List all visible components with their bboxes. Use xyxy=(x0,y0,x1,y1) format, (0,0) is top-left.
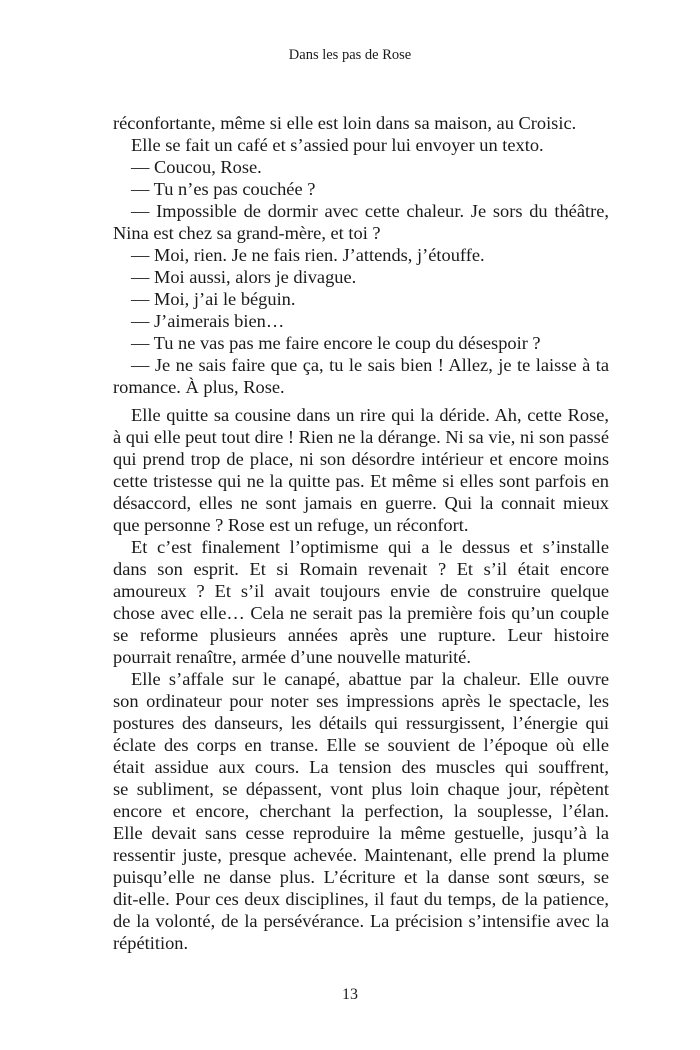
paragraph xyxy=(113,112,609,134)
text-line: que personne ? Rose est un refuge, un réconfort. xyxy=(113,515,469,535)
paragraph xyxy=(113,668,609,954)
text-line: de la volonté, de la persévérance. La précision s’intensifie avec la xyxy=(113,911,609,931)
text-line: — Moi, j’ai le béguin. xyxy=(131,289,296,309)
text-line: Et c’est finalement l’optimisme qui a le dessus et s’installe xyxy=(131,537,609,557)
text-line: cette tristesse qui ne la quitte pas. Et même si elles sont parfois en xyxy=(113,471,609,491)
paragraph xyxy=(113,288,609,310)
paragraph xyxy=(113,266,609,288)
paragraph xyxy=(113,178,609,200)
text-line: se subliment, se dépassent, vont plus loin chaque jour, répètent xyxy=(113,779,609,799)
text-line: — Moi, rien. Je ne fais rien. J’attends, j’étouffe. xyxy=(131,245,485,265)
text-line: — Impossible de dormir avec cette chaleur. Je sors du théâtre, xyxy=(131,201,609,221)
text-line: son ordinateur pour noter ses impressions après le spectacle, les xyxy=(113,691,609,711)
text-line: — J’aimerais bien… xyxy=(131,311,285,331)
text-line: — Moi aussi, alors je divague. xyxy=(131,267,357,287)
text-line: Elle s’affale sur le canapé, abattue par la chaleur. Elle ouvre xyxy=(131,669,609,689)
paragraph xyxy=(113,200,609,244)
text-line: Elle quitte sa cousine dans un rire qui la déride. Ah, cette Rose, xyxy=(131,405,609,425)
text-line: réconfortante, même si elle est loin dans sa maison, au Croisic. xyxy=(113,113,577,133)
paragraph xyxy=(113,332,609,354)
text-line: dans son esprit. Et si Romain revenait ? Et s’il était encore xyxy=(113,559,609,579)
text-line: désaccord, elles ne sont jamais en guerre. Qui la connait mieux xyxy=(113,493,609,513)
text-line: pourrait renaître, armée d’une nouvelle maturité. xyxy=(113,647,471,667)
text-line: — Je ne sais faire que ça, tu le sais bien ! Allez, je te laisse à ta xyxy=(131,355,609,375)
text-line: chose avec elle… Cela ne serait pas la première fois qu’un couple xyxy=(113,603,609,623)
text-line: Elle devait sans cesse reproduire la même gestuelle, jusqu’à la xyxy=(113,823,609,843)
paragraph xyxy=(113,156,609,178)
text-line: postures des danseurs, les détails qui ressurgissent, l’énergie qui xyxy=(113,713,609,733)
text-line: — Coucou, Rose. xyxy=(131,157,262,177)
text-line: amoureux ? Et s’il avait toujours envie de construire quelque xyxy=(113,581,609,601)
paragraph xyxy=(113,354,609,398)
text-line: se reforme plusieurs années après une rupture. Leur histoire xyxy=(113,625,609,645)
running-header: Dans les pas de Rose xyxy=(288,47,412,63)
text-line: — Tu ne vas pas me faire encore le coup du désespoir ? xyxy=(131,333,541,353)
page-body-text xyxy=(113,112,609,954)
text-line: Elle se fait un café et s’assied pour lui envoyer un texto. xyxy=(131,135,544,155)
text-line: — Tu n’es pas couchée ? xyxy=(131,179,316,199)
text-line: romance. À plus, Rose. xyxy=(113,377,285,397)
text-line: dit-elle. Pour ces deux disciplines, il faut du temps, de la patience, xyxy=(113,889,609,909)
paragraph xyxy=(113,404,609,536)
paragraph xyxy=(113,536,609,668)
text-line: encore et encore, cherchant la perfection, la souplesse, l’élan. xyxy=(113,801,609,821)
text-line: Nina est chez sa grand-mère, et toi ? xyxy=(113,223,381,243)
paragraph xyxy=(113,134,609,156)
text-line: était assidue aux cours. La tension des muscles qui souffrent, xyxy=(113,757,609,777)
text-line: qui prend trop de place, ni son désordre intérieur et encore moins xyxy=(113,449,609,469)
page-number: 13 xyxy=(342,986,358,1003)
text-line: éclate des corps en transe. Elle se souvient de l’époque où elle xyxy=(113,735,609,755)
text-line: répétition. xyxy=(113,933,189,953)
text-line: puisqu’elle ne danse plus. L’écriture et la danse sont sœurs, se xyxy=(113,867,609,887)
text-line: ressentir juste, presque achevée. Maintenant, elle prend la plume xyxy=(113,845,609,865)
paragraph xyxy=(113,310,609,332)
paragraph xyxy=(113,244,609,266)
text-line: à qui elle peut tout dire ! Rien ne la dérange. Ni sa vie, ni son passé xyxy=(113,427,609,447)
